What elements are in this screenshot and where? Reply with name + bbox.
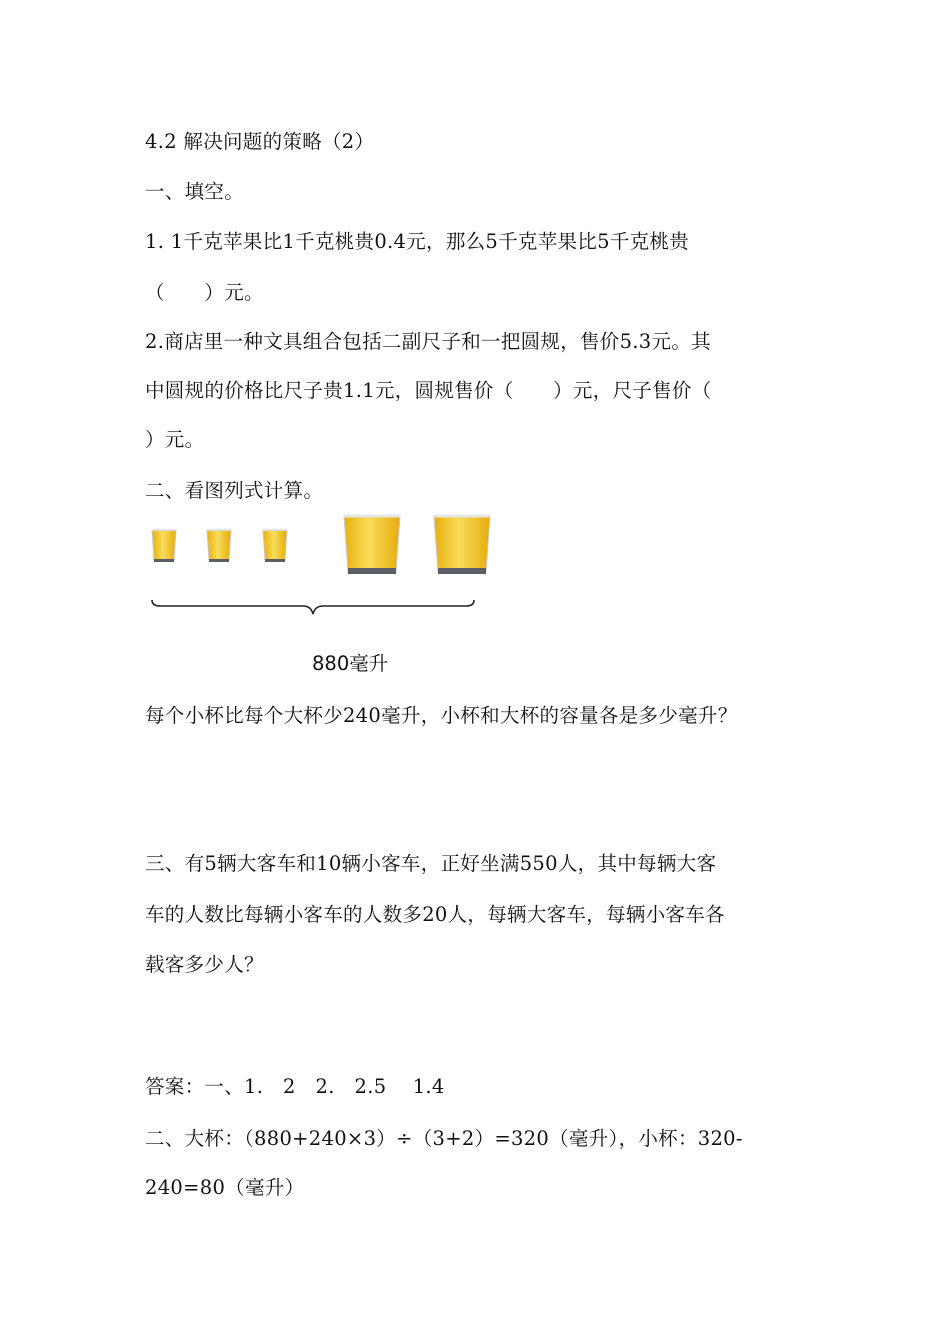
question-1-line-1: 1. 1千克苹果比1千克桃贵0.4元，那么5千克苹果比5千克桃贵 [145,230,690,253]
answers-line-2: 二、大杯：（880+240×3）÷（3+2）=320（毫升），小杯：320- [145,1127,743,1150]
small-cup-icon [263,530,287,562]
question-2-line-1: 2.商店里一种文具组合包括二副尺子和一把圆规，售价5.3元。其 [145,330,711,353]
juice-cups-illustration [148,510,498,580]
page-title: 4.2 解决问题的策略（2） [145,130,375,153]
large-cup-icon [344,516,400,574]
total-brace [148,596,478,620]
section1-heading: 一、填空。 [145,180,245,203]
section3-line-3: 载客多少人？ [145,953,264,976]
section2-question: 每个小杯比每个大杯少240毫升，小杯和大杯的容量各是多少毫升？ [145,704,738,727]
answers-line-1: 答案：一、1. 2 2. 2.5 1.4 [145,1075,445,1098]
section3-line-1: 三、有5辆大客车和10辆小客车，正好坐满550人，其中每辆大客 [145,852,717,875]
small-cup-icon [207,530,231,562]
small-cup-icon [152,530,176,562]
section3-line-2: 车的人数比每辆小客车的人数多20人，每辆大客车，每辆小客车各 [145,903,725,926]
question-2-line-3: ）元。 [145,428,205,451]
question-1-line-2: （ ）元。 [145,281,264,304]
answers-line-3: 240=80（毫升） [145,1176,305,1199]
large-cup-icon [434,516,490,574]
section2-heading: 二、看图列式计算。 [145,479,324,502]
figure-total-label: 880毫升 [312,652,389,675]
question-2-line-2: 中圆规的价格比尺子贵1.1元，圆规售价（ ）元，尺子售价（ [145,379,712,402]
